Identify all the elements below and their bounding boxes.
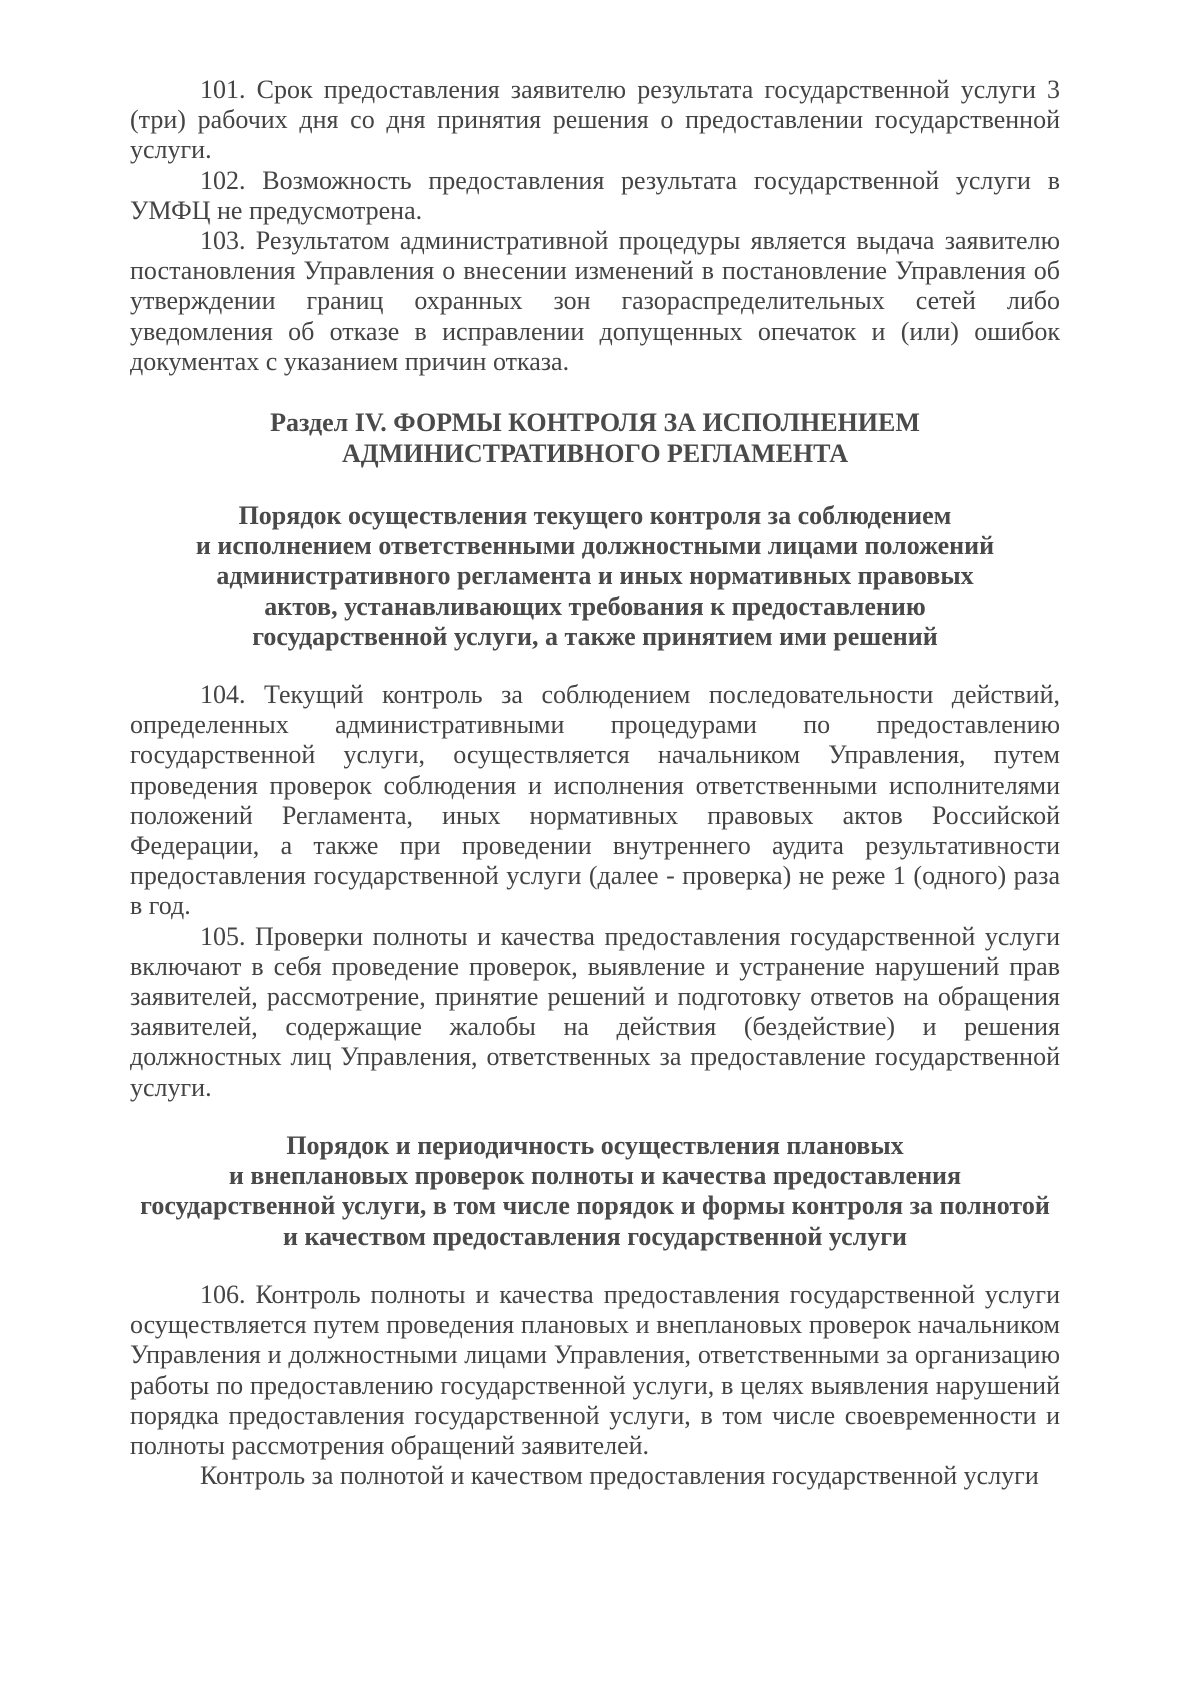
heading-current-control-line-1: Порядок осуществления текущего контроля за соблюдением	[238, 501, 952, 530]
heading-inspections-line-1: Порядок и периодичность осуществления плановых	[286, 1131, 904, 1160]
heading-current-control-line-4: актов, устанавливающих требования к предоставлению	[264, 591, 926, 621]
paragraphs-bottom	[130, 1280, 1060, 1491]
paragraph-102: 102. Возможность предоставления результата государственной услуги в УМФЦ не предусмотрена.	[130, 165, 1060, 225]
heading-inspections-line-3: государственной услуги, в том числе порядок и формы контроля за полнотой	[140, 1191, 1050, 1221]
heading-current-control	[130, 501, 1060, 652]
paragraphs-middle	[130, 680, 1060, 1103]
heading-inspections-line-2: и внеплановых проверок полноты и качества предоставления	[228, 1161, 962, 1191]
section-title	[130, 407, 1060, 469]
heading-current-control-line-2: и исполнением ответственными должностными лицами положений	[195, 531, 995, 561]
paragraph-106: 106. Контроль полноты и качества предоставления государственной услуги осуществляется путем проведения плановых и внеплановых проверок начальником Управления и должностными лицами Управления, ответственными за организацию работы по предоставлению государственной услуги, в целях выявления нарушений порядка предоставления государственной услуги, в том числе своевременности и полноты рассмотрения обращений заявителей.	[130, 1280, 1060, 1461]
paragraph-control-continuation: Контроль за полнотой и качеством предоставления государственной услуги	[200, 1461, 1039, 1491]
paragraph-101: 101. Срок предоставления заявителю результата государственной услуги 3 (три) рабочих дня со дня принятия решения о предоставлении государственной услуги.	[130, 75, 1060, 165]
paragraph-105: 105. Проверки полноты и качества предоставления государственной услуги включают в себя проведение проверок, выявление и устранение нарушений прав заявителей, рассмотрение, принятие решений и подготовку ответов на обращения заявителей, содержащие жалобы на действия (бездействие) и решения должностных лиц Управления, ответственных за предоставление государственной услуги.	[130, 921, 1060, 1102]
paragraph-103: 103. Результатом административной процедуры является выдача заявителю постановления Управления о внесении изменений в постановление Управления об утверждении границ охранных зон газораспределительных сетей либо уведомления об отказе в исправлении допущенных опечаток и (или) ошибок документах с указанием причин отказа.	[130, 226, 1060, 376]
heading-current-control-line-5: государственной услуги, а также принятием ими решений	[252, 621, 938, 651]
paragraph-104: 104. Текущий контроль за соблюдением последовательности действий, определенных административными процедурами по предоставлению государственной услуги, осуществляется начальником Управления, путем проведения проверок соблюдения и исполнения ответственными исполнителями положений Регламента, иных нормативных правовых актов Российской Федерации, а также при проведении внутреннего аудита результативности предоставления государственной услуги (далее - проверка) не реже 1 (одного) раза в год.	[130, 680, 1060, 921]
paragraphs-top	[130, 75, 1060, 377]
section-title-line-2: АДМИНИСТРАТИВНОГО РЕГЛАМЕНТА	[342, 439, 848, 468]
section-title-line-1: Раздел IV. ФОРМЫ КОНТРОЛЯ ЗА ИСПОЛНЕНИЕМ	[270, 408, 920, 437]
heading-inspections-line-4: и качеством предоставления государственной услуги	[283, 1221, 907, 1251]
heading-current-control-line-3: административного регламента и иных нормативных правовых	[216, 561, 974, 591]
heading-inspections	[130, 1131, 1060, 1252]
